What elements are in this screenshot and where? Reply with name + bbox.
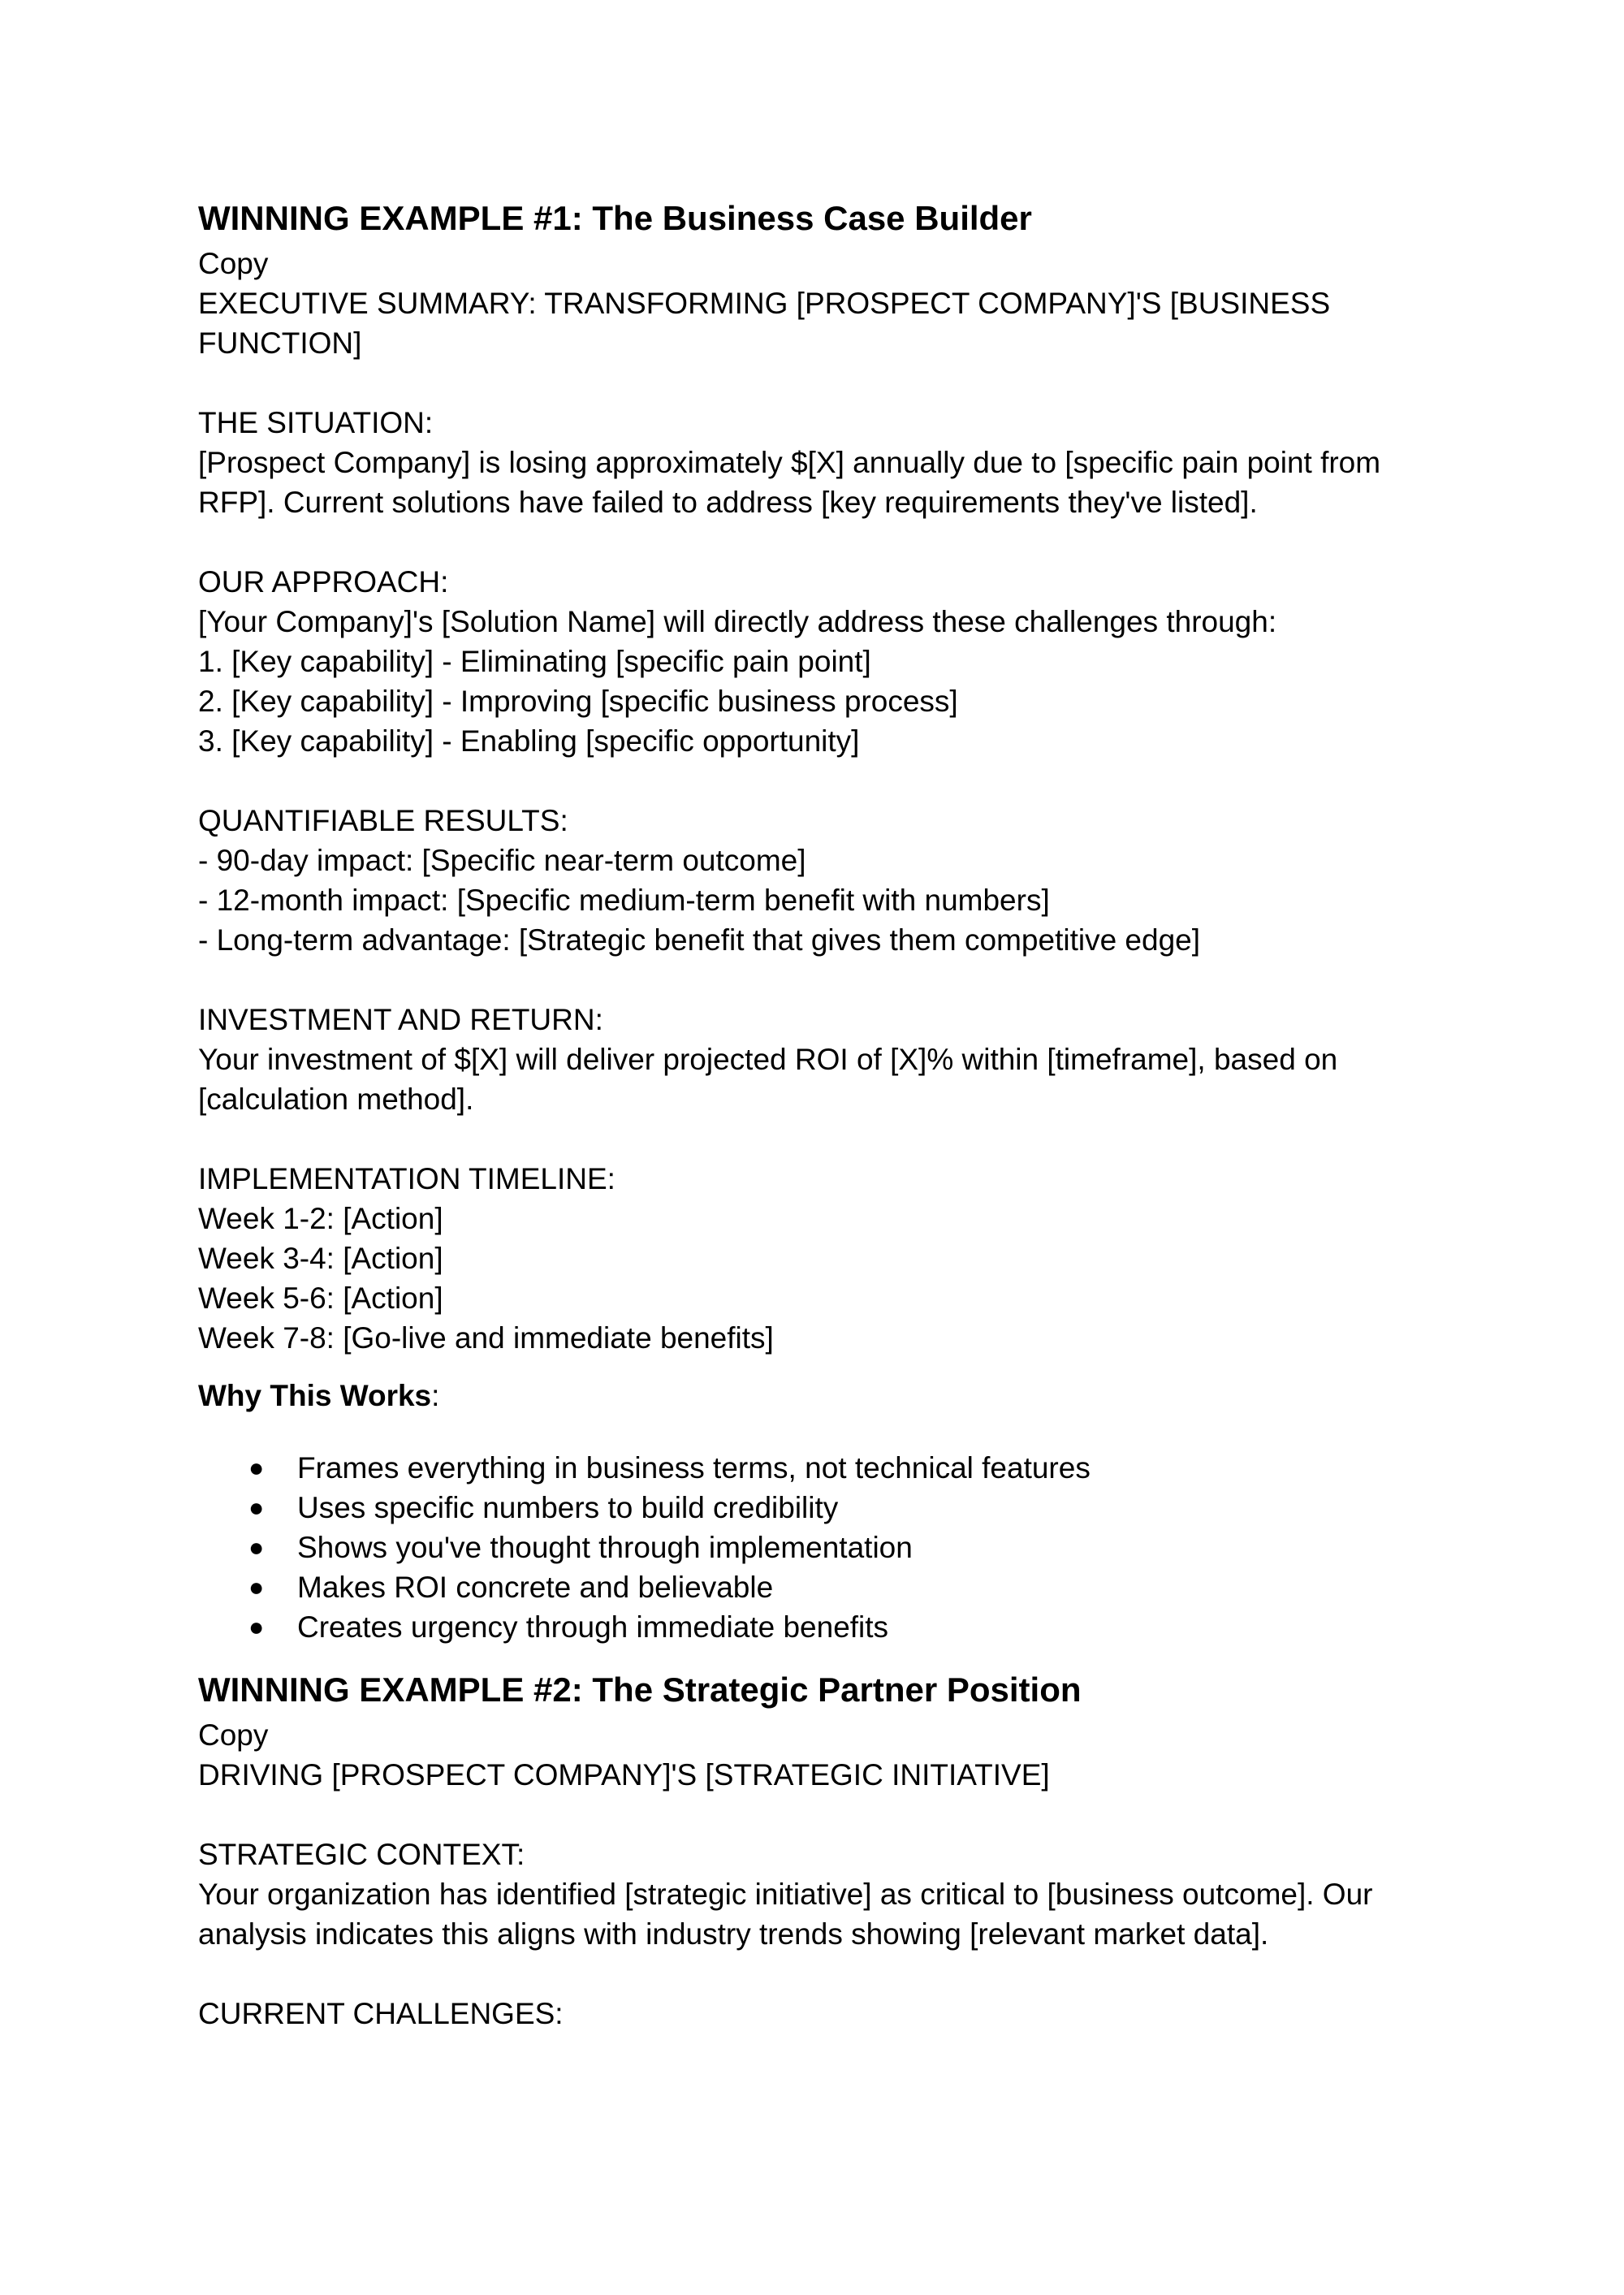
timeline-item: Week 3-4: [Action] (198, 1242, 443, 1275)
why-colon: : (431, 1379, 440, 1412)
why-list-item (198, 1488, 1449, 1528)
bullet-icon: ● (248, 1493, 265, 1522)
investment-text-line2: [calculation method]. (198, 1083, 474, 1116)
why-list-item (198, 1607, 1449, 1647)
context-text-line2: analysis indicates this aligns with industry trends showing [relevant market data]. (198, 1917, 1269, 1951)
results-item: - 12-month impact: [Specific medium-term benefit with numbers] (198, 884, 1050, 917)
blank-line (198, 363, 1449, 403)
blank-line (198, 1119, 1449, 1159)
situation-text-line1: [Prospect Company] is losing approximately $[X] annually due to [specific pain point from (198, 446, 1381, 479)
executive-summary-title-line1: EXECUTIVE SUMMARY: TRANSFORMING [PROSPECT COMPANY]'S [BUSINESS (198, 287, 1331, 320)
strategic-title: DRIVING [PROSPECT COMPANY]'S [STRATEGIC INITIATIVE] (198, 1758, 1050, 1791)
blank-line (198, 522, 1449, 562)
investment-text-line1: Your investment of $[X] will deliver projected ROI of [X]% within [timeframe], based on (198, 1043, 1338, 1076)
situation-heading: THE SITUATION: (198, 406, 434, 439)
results-item: - 90-day impact: [Specific near-term outcome] (198, 844, 806, 877)
why-list-item-text: Shows you've thought through implementation (297, 1531, 913, 1564)
why-this-works (198, 1376, 1449, 1415)
context-text-line1: Your organization has identified [strategic initiative] as critical to [business outcome]. Our (198, 1878, 1373, 1911)
bullet-icon: ● (248, 1572, 265, 1601)
approach-item: 3. [Key capability] - Enabling [specific opportunity] (198, 724, 860, 758)
example1-heading: WINNING EXAMPLE #1: The Business Case Builder (198, 199, 1032, 237)
copy-label[interactable]: Copy (198, 1718, 269, 1752)
example2-heading: WINNING EXAMPLE #2: The Strategic Partner Position (198, 1670, 1082, 1709)
timeline-item: Week 7-8: [Go-live and immediate benefits] (198, 1321, 774, 1355)
why-list-item-text: Uses specific numbers to build credibility (297, 1491, 839, 1524)
document-page (198, 193, 1449, 2034)
timeline-item: Week 5-6: [Action] (198, 1281, 443, 1315)
results-item: - Long-term advantage: [Strategic benefit that gives them competitive edge] (198, 923, 1201, 957)
why-this-works-label: Why This Works (198, 1379, 432, 1412)
results-heading: QUANTIFIABLE RESULTS: (198, 804, 568, 837)
approach-item: 1. [Key capability] - Eliminating [specific pain point] (198, 645, 871, 678)
approach-item: 2. [Key capability] - Improving [specific business process] (198, 685, 958, 718)
blank-line (198, 1795, 1449, 1835)
challenges-heading: CURRENT CHALLENGES: (198, 1997, 564, 2030)
approach-intro: [Your Company]'s [Solution Name] will directly address these challenges through: (198, 605, 1277, 638)
blank-line (198, 1954, 1449, 1994)
why-list-item-text: Makes ROI concrete and believable (297, 1571, 774, 1604)
blank-line (198, 761, 1449, 801)
why-list (198, 1448, 1449, 1647)
approach-heading: OUR APPROACH: (198, 565, 449, 599)
investment-heading: INVESTMENT AND RETURN: (198, 1003, 603, 1036)
copy-label[interactable]: Copy (198, 247, 269, 280)
bullet-icon: ● (248, 1612, 265, 1641)
bullet-icon: ● (248, 1453, 265, 1482)
why-list-item-text: Creates urgency through immediate benefits (297, 1610, 889, 1644)
context-heading: STRATEGIC CONTEXT: (198, 1838, 525, 1871)
executive-summary-title-line2: FUNCTION] (198, 326, 362, 360)
timeline-heading: IMPLEMENTATION TIMELINE: (198, 1162, 615, 1195)
blank-line (198, 960, 1449, 1000)
timeline-item: Week 1-2: [Action] (198, 1202, 443, 1235)
why-list-item (198, 1567, 1449, 1607)
situation-text-line2: RFP]. Current solutions have failed to address [key requirements they've listed]. (198, 486, 1258, 519)
bullet-icon: ● (248, 1532, 265, 1562)
why-list-item-text: Frames everything in business terms, not technical features (297, 1451, 1091, 1485)
why-list-item (198, 1528, 1449, 1567)
why-list-item (198, 1448, 1449, 1488)
